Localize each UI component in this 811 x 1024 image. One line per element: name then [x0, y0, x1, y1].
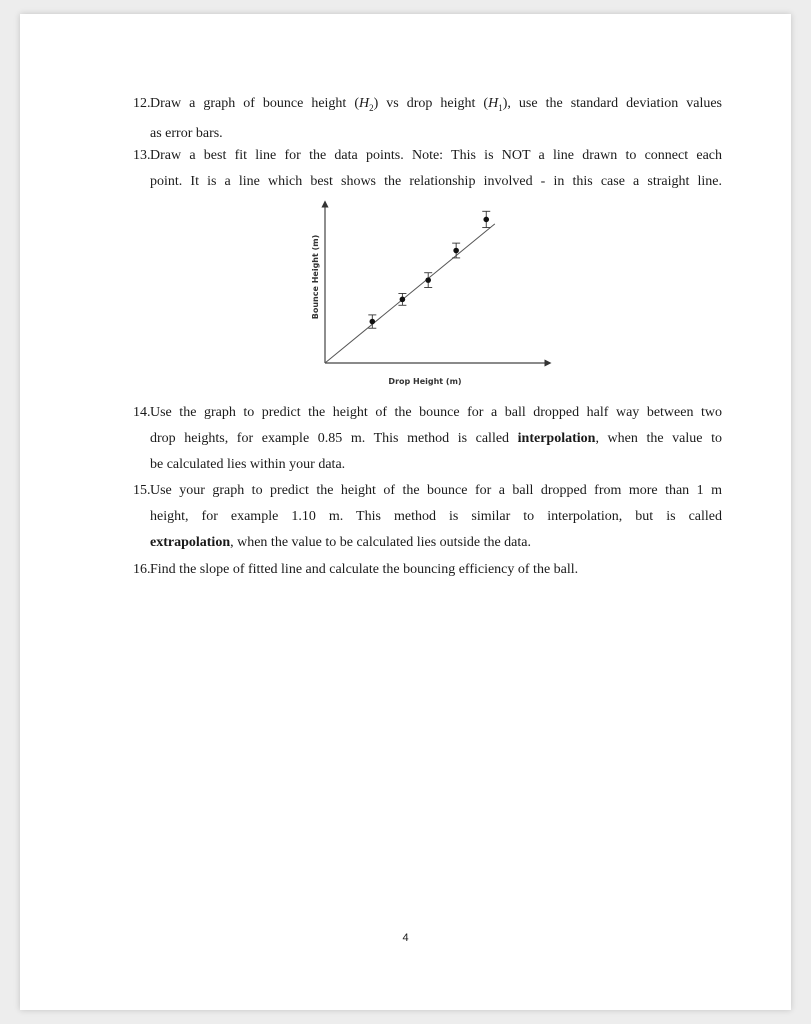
- question-number: 14.: [133, 405, 151, 420]
- page-number: 4: [402, 932, 409, 944]
- question-text-line: be calculated lies within your data.: [150, 457, 346, 472]
- question-number: 16.: [133, 562, 151, 577]
- question-text-line: Use the graph to predict the height of the bounce for a ball dropped half way between two: [150, 405, 722, 420]
- question-text-line: Find the slope of fitted line and calculate the bouncing efficiency of the ball.: [150, 562, 579, 577]
- y-axis-label: Bounce Height (m): [311, 234, 320, 320]
- data-point-4: [452, 243, 460, 258]
- data-point-marker: [453, 248, 459, 254]
- question-14: [133, 400, 722, 478]
- question-number: 15.: [133, 483, 151, 498]
- data-point-5: [482, 211, 490, 227]
- document-page: [20, 14, 791, 1010]
- question-number: 12.: [133, 96, 151, 111]
- question-text-line: extrapolation, when the value to be calculated lies outside the data.: [150, 535, 531, 550]
- bounce-vs-drop-chart: [311, 212, 575, 412]
- data-point-marker: [370, 319, 376, 325]
- chart-svg: [311, 212, 575, 412]
- question-number: 13.: [133, 148, 151, 163]
- interpolation-term: interpolation: [517, 431, 596, 446]
- question-15: [133, 478, 722, 556]
- question-text-line: height, for example 1.10 m. This method is similar to interpolation, but is called: [150, 509, 722, 524]
- question-text-line: point. It is a line which best shows the relationship involved - in this case a straight line.: [150, 174, 722, 189]
- data-point-marker: [483, 217, 489, 223]
- question-12: [133, 91, 723, 147]
- data-point-marker: [425, 277, 431, 283]
- question-text-line: drop heights, for example 0.85 m. This method is called interpolation, when the value to: [150, 431, 722, 446]
- question-text-line: Use your graph to predict the height of the bounce for a ball dropped from more than 1 m: [150, 483, 722, 498]
- data-point-3: [424, 273, 432, 288]
- data-point-marker: [400, 297, 406, 303]
- extrapolation-term: extrapolation: [150, 535, 231, 550]
- data-point-2: [398, 293, 406, 305]
- x-axis-label: Drop Height (m): [388, 377, 462, 386]
- best-fit-line: [325, 224, 495, 363]
- question-text-line: as error bars.: [150, 125, 223, 141]
- question-text-line: Draw a best fit line for the data points. Note: This is NOT a line drawn to connect each: [150, 148, 722, 163]
- question-16: [133, 557, 722, 583]
- question-13: [133, 143, 722, 195]
- data-points: [368, 211, 490, 328]
- question-text-line: Draw a graph of bounce height $(H_2)$ vs drop height $(H_1)$, use the standard deviation values: [150, 96, 723, 113]
